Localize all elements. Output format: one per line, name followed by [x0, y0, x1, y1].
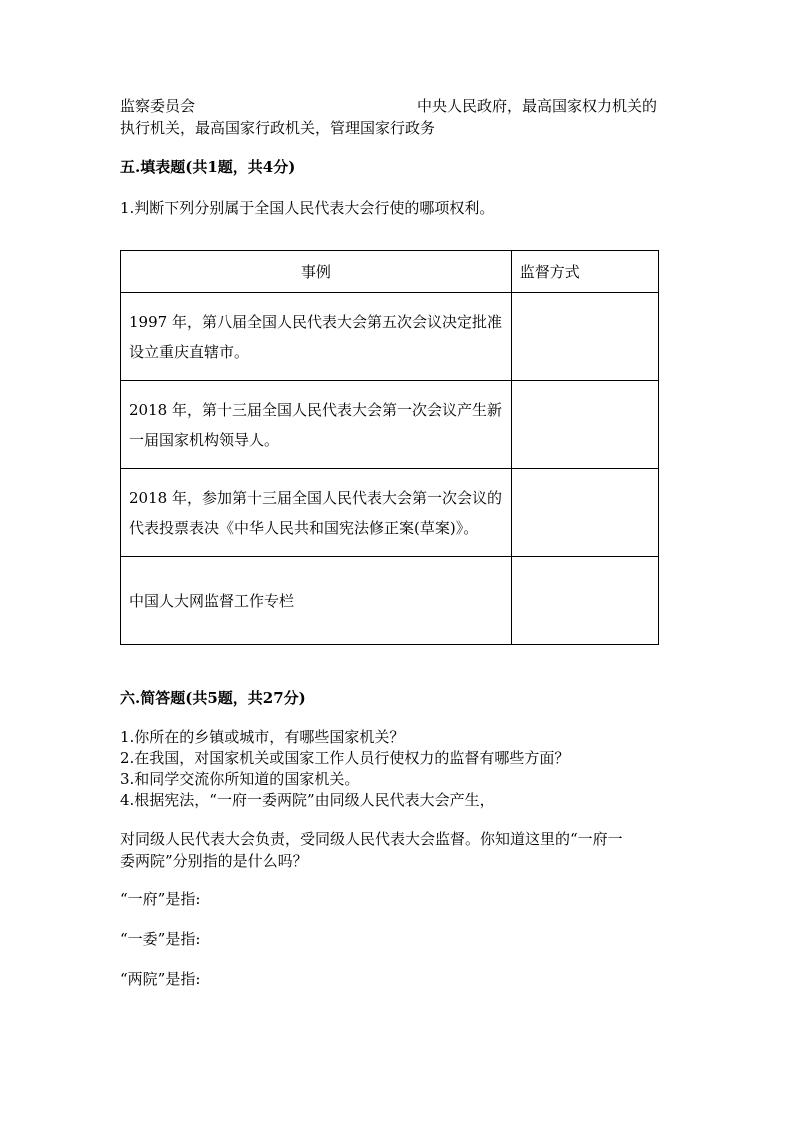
fill-in-table: [120, 250, 659, 645]
section5-question: 1.判断下列分别属于全国人民代表大会行使的哪项权利。: [120, 199, 495, 217]
answer-yifu: “一府”是指:: [120, 890, 201, 908]
table-header-method: 监督方式: [511, 251, 658, 293]
table-header-row: [121, 251, 659, 293]
table-cell-answer[interactable]: [511, 293, 658, 381]
section6-paragraph-line1: 对同级人民代表大会负责，受同级人民代表大会监督。你知道这里的“一府一: [120, 830, 623, 848]
section6-title: 六.简答题(共5题，共27分): [120, 689, 306, 707]
table-cell-answer[interactable]: [511, 469, 658, 557]
answer-yiwei: “一委”是指:: [120, 930, 201, 948]
section6-question-2: 2.在我国，对国家机关或国家工作人员行使权力的监督有哪些方面？: [120, 749, 570, 767]
table-cell-answer[interactable]: [511, 557, 658, 645]
section5-title: 五.填表题(共1题，共4分): [120, 158, 296, 176]
table-cell-case: 中国人大网监督工作专栏: [121, 557, 512, 645]
section6-question-3: 3.和同学交流你所知道的国家机关。: [120, 770, 360, 788]
top-text-line2: 执行机关，最高国家行政机关，管理国家行政务: [120, 119, 436, 137]
table-cell-answer[interactable]: [511, 381, 658, 469]
table-row: [121, 469, 659, 557]
table-cell-case: 1997 年，第八届全国人民代表大会第五次会议决定批准设立重庆直辖市。: [121, 293, 512, 381]
section6-question-4: 4.根据宪法，“一府一委两院”由同级人民代表大会产生，: [120, 791, 495, 809]
table-row: [121, 381, 659, 469]
section6-paragraph-line2: 委两院”分别指的是什么吗？: [120, 852, 308, 870]
section6-question-1: 1.你所在的乡镇或城市，有哪些国家机关？: [120, 728, 405, 746]
table-header-case: 事例: [121, 251, 512, 293]
table-cell-case: 2018 年，第十三届全国人民代表大会第一次会议产生新一届国家机构领导人。: [121, 381, 512, 469]
table-cell-case: 2018 年，参加第十三届全国人民代表大会第一次会议的代表投票表决《中华人民共和国宪法修正案(草案)》。: [121, 469, 512, 557]
top-text-line1-right: 中央人民政府，最高国家权力机关的: [417, 97, 658, 115]
table-row: [121, 293, 659, 381]
top-text-line1-left: 监察委员会: [120, 97, 196, 115]
answer-liangyuan: “两院”是指:: [120, 970, 201, 988]
table-row: [121, 557, 659, 645]
